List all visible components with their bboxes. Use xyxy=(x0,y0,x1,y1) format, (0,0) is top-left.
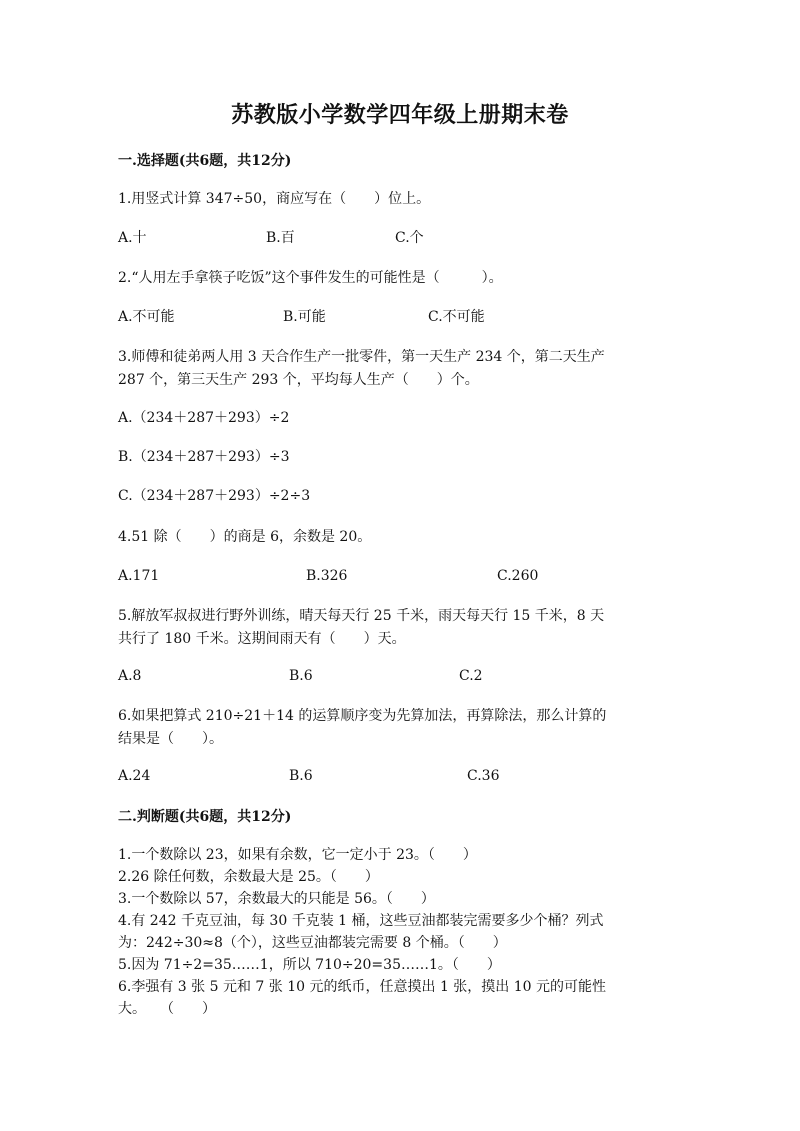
judge-line-5: 为：242÷30≈8（个），这些豆油都装完需要 8 个桶。（ ） xyxy=(118,935,507,951)
question-5-option-a: A.8 xyxy=(118,668,142,684)
question-2: 2.“人用左手拿筷子吃饭”这个事件发生的可能性是（ ）。 xyxy=(118,270,503,286)
question-2-option-b: B.可能 xyxy=(283,309,326,325)
judge-line-7: 6.李强有 3 张 5 元和 7 张 10 元的纸币，任意摸出 1 张，摸出 10 元的可能性 xyxy=(118,979,607,995)
question-4-option-b: B.326 xyxy=(306,568,348,584)
question-5-option-b: B.6 xyxy=(289,668,313,684)
question-6-line-2: 结果是（ ）。 xyxy=(118,731,223,747)
question-3-line-1: 3.师傅和徒弟两人用 3 天合作生产一批零件，第一天生产 234 个，第二天生产 xyxy=(118,349,605,365)
question-5-line-2: 共行了 180 千米。这期间雨天有（ ）天。 xyxy=(118,631,406,647)
question-6-option-c: C.36 xyxy=(467,768,500,784)
question-2-option-a: A.不可能 xyxy=(118,309,175,325)
question-1: 1.用竖式计算 347÷50，商应写在（ ）位上。 xyxy=(118,191,431,207)
question-3-option-c: C.（234＋287＋293）÷2÷3 xyxy=(118,488,311,504)
question-2-option-c: C.不可能 xyxy=(428,309,485,325)
question-3-line-2: 287 个，第三天生产 293 个，平均每人生产（ ）个。 xyxy=(118,372,479,388)
question-1-option-b: B.百 xyxy=(266,230,295,246)
question-4-option-a: A.171 xyxy=(118,568,160,584)
judge-line-8: 大。 （ ） xyxy=(118,1001,216,1017)
question-3-option-b: B.（234＋287＋293）÷3 xyxy=(118,449,290,465)
question-6-option-a: A.24 xyxy=(118,768,151,784)
section-heading-choice: 一.选择题(共6题，共12分) xyxy=(118,153,292,169)
question-5-line-1: 5.解放军叔叔进行野外训练，晴天每天行 25 千米，雨天每天行 15 千米，8 天 xyxy=(118,608,605,624)
question-4: 4.51 除（ ）的商是 6，余数是 20。 xyxy=(118,529,372,545)
question-1-option-c: C.个 xyxy=(395,230,424,246)
judge-line-6: 5.因为 71÷2=35……1，所以 710÷20=35……1。（ ） xyxy=(118,957,501,973)
judge-line-2: 2.26 除任何数，余数最大是 25。（ ） xyxy=(118,869,379,885)
question-5-option-c: C.2 xyxy=(459,668,483,684)
judge-line-1: 1.一个数除以 23，如果有余数，它一定小于 23。（ ） xyxy=(118,847,477,863)
question-6-line-1: 6.如果把算式 210÷21＋14 的运算顺序变为先算加法，再算除法，那么计算的 xyxy=(118,708,607,724)
question-6-option-b: B.6 xyxy=(289,768,313,784)
question-4-option-c: C.260 xyxy=(497,568,539,584)
page-title: 苏教版小学数学四年级上册期末卷 xyxy=(231,102,569,128)
question-3-option-a: A.（234＋287＋293）÷2 xyxy=(118,410,290,426)
section-heading-judge: 二.判断题(共6题，共12分) xyxy=(118,809,292,825)
judge-line-4: 4.有 242 千克豆油，每 30 千克装 1 桶，这些豆油都装完需要多少个桶？列式 xyxy=(118,913,604,929)
judge-line-3: 3.一个数除以 57，余数最大的只能是 56。（ ） xyxy=(118,891,435,907)
question-1-option-a: A.十 xyxy=(118,230,147,246)
